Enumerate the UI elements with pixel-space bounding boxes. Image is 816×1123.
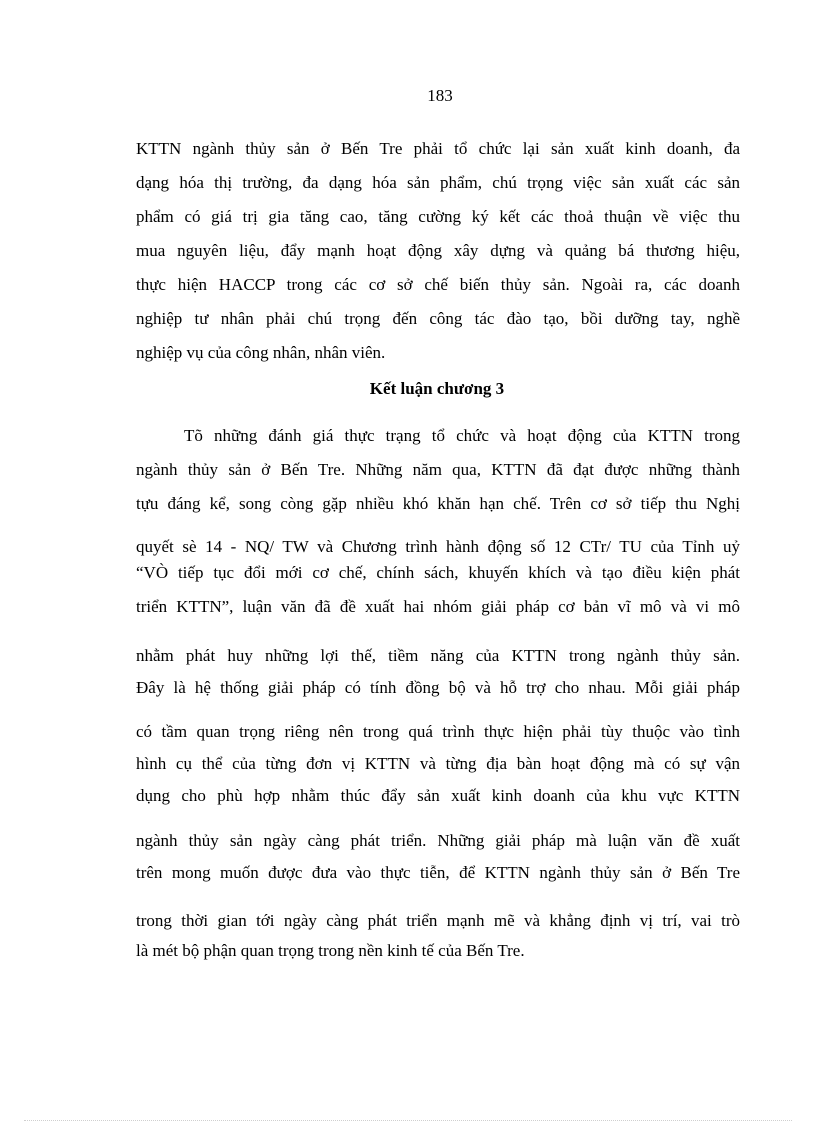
text-line: mua nguyên liệu, đẩy mạnh hoạt động xây dựng và quảng bá thương hiệu, [136,241,740,260]
text-line: ngành thủy sản ở Bến Tre. Những năm qua, KTTN đã đạt được những thành [136,460,740,479]
text-line: trong thời gian tới ngày càng phát triển mạnh mẽ và khẳng định vị trí, vai trò [136,911,740,930]
text-line: nghiệp tư nhân phải chú trọng đến công tác đào tạo, bồi dưỡng tay, nghề [136,309,740,328]
text-line: Đây là hệ thống giải pháp có tính đồng bộ và hỗ trợ cho nhau. Mỗi giải pháp [136,678,740,697]
text-line: nhằm phát huy những lợi thế, tiềm năng của KTTN trong ngành thủy sản. [136,646,740,665]
text-line: phẩm có giá trị gia tăng cao, tăng cường ký kết các thoả thuận về việc thu [136,207,740,226]
text-line: triển KTTN”, luận văn đã đề xuất hai nhóm giải pháp cơ bản vĩ mô và vi mô [136,597,740,616]
text-line: dụng cho phù hợp nhằm thúc đẩy sản xuất kinh doanh của khu vực KTTN [136,786,740,805]
text-line: Tõ những đánh giá thực trạng tổ chức và hoạt động của KTTN trong [184,426,740,445]
text-line: KTTN ngành thủy sản ở Bến Tre phải tổ chức lại sản xuất kinh doanh, đa [136,139,740,158]
text-line: ngành thủy sản ngày càng phát triển. Những giải pháp mà luận văn đề xuất [136,831,740,850]
text-line: dạng hóa thị trường, đa dạng hóa sản phẩm, chú trọng việc sản xuất các sản [136,173,740,192]
text-line: quyết sè 14 - NQ/ TW và Chương trình hành động số 12 CTr/ TU của Tỉnh uỷ [136,537,740,556]
text-line: thực hiện HACCP trong các cơ sở chế biến thủy sản. Ngoài ra, các doanh [136,275,740,294]
text-line: nghiệp vụ của công nhân, nhân viên. [136,343,386,362]
section-heading: Kết luận chương 3 [369,379,505,398]
footer-divider [24,1120,792,1121]
text-line: tựu đáng kể, song còng gặp nhiều khó khăn hạn chế. Trên cơ sở tiếp thu Nghị [136,494,740,513]
text-line: “VÒ tiếp tục đổi mới cơ chế, chính sách, khuyến khích và tạo điều kiện phát [136,563,740,582]
page-number: 183 [427,86,453,105]
text-line: là mét bộ phận quan trọng trong nền kinh tế của Bến Tre. [136,941,525,960]
text-line: trên mong muốn được đưa vào thực tiễn, để KTTN ngành thủy sản ở Bến Tre [136,863,740,882]
text-line: có tầm quan trọng riêng nên trong quá trình thực hiện phải tùy thuộc vào tình [136,722,740,741]
text-line: hình cụ thể của từng đơn vị KTTN và từng địa bàn hoạt động mà có sự vận [136,754,740,773]
